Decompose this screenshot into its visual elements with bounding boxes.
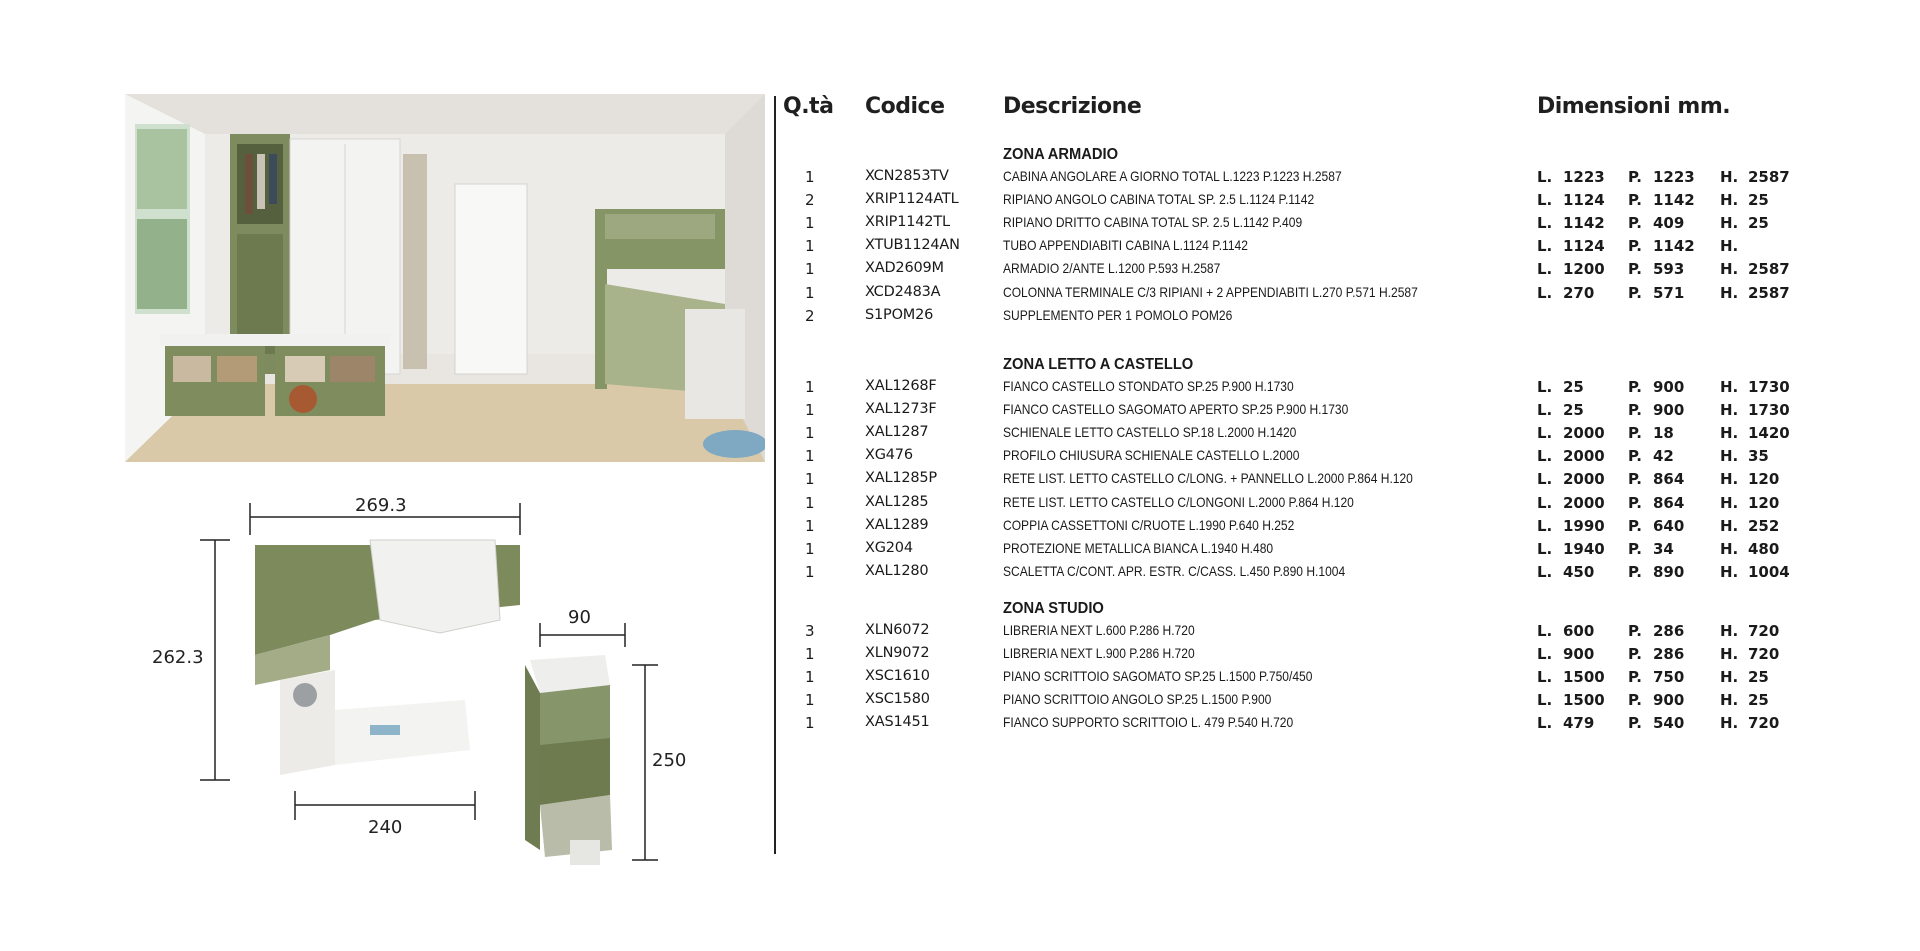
height-prefix: H. [1720, 691, 1739, 710]
code-cell: XG476 [865, 447, 913, 464]
header-code: Codice [865, 94, 945, 119]
depth-value: 34 [1653, 539, 1674, 558]
code-cell: XAL1285 [865, 493, 929, 510]
depth-prefix: P. [1628, 168, 1642, 186]
depth-value: 1223 [1653, 168, 1695, 186]
description-cell: FIANCO SUPPORTO SCRITTOIO L. 479 P.540 H.720 [1003, 714, 1294, 731]
description-cell: RIPIANO DRITTO CABINA TOTAL SP. 2.5 L.1142 P.409 [1003, 214, 1303, 231]
length-value: 2000 [1563, 447, 1605, 466]
length-value: 2000 [1563, 424, 1605, 443]
table-row [783, 447, 1903, 470]
table-row [783, 401, 1903, 424]
qty-cell: 2 [805, 191, 815, 210]
height-value: 1730 [1748, 401, 1790, 420]
zone-title: ZONA STUDIO [1003, 600, 1104, 617]
table-row [783, 191, 1903, 214]
description-cell: PROTEZIONE METALLICA BIANCA L.1940 H.480 [1003, 539, 1274, 556]
height-value: 120 [1748, 470, 1780, 489]
qty-cell: 1 [805, 214, 815, 233]
depth-prefix: P. [1628, 401, 1642, 420]
depth-value: 750 [1653, 668, 1685, 687]
length-prefix: L. [1537, 237, 1553, 256]
qty-cell: 1 [805, 714, 815, 733]
qty-cell: 1 [805, 283, 815, 302]
code-cell: XAS1451 [865, 714, 930, 731]
height-prefix: H. [1720, 668, 1739, 687]
height-prefix: H. [1720, 378, 1739, 396]
qty-cell: 1 [805, 378, 815, 396]
length-prefix: L. [1537, 191, 1553, 210]
length-prefix: L. [1537, 539, 1553, 558]
qty-cell: 1 [805, 470, 815, 489]
depth-prefix: P. [1628, 378, 1642, 396]
height-prefix: H. [1720, 283, 1739, 302]
dimension-left-depth: 262.3 [152, 647, 204, 668]
dimension-bed-width: 90 [568, 607, 591, 628]
qty-cell: 1 [805, 645, 815, 664]
code-cell: XAL1268F [865, 378, 937, 394]
code-cell: XAL1289 [865, 516, 929, 533]
depth-value: 571 [1653, 283, 1685, 302]
description-cell: RETE LIST. LETTO CASTELLO C/LONG. + PANNELLO L.2000 P.864 H.120 [1003, 470, 1413, 487]
qty-cell: 1 [805, 424, 815, 443]
description-cell: SCALETTA C/CONT. APR. ESTR. C/CASS. L.450 P.890 H.1004 [1003, 562, 1346, 579]
length-prefix: L. [1537, 516, 1553, 535]
height-prefix: H. [1720, 401, 1739, 420]
depth-prefix: P. [1628, 622, 1642, 640]
floor-plan-drawing [130, 495, 720, 875]
qty-cell: 1 [805, 668, 815, 687]
length-prefix: L. [1537, 447, 1553, 466]
height-value: 25 [1748, 668, 1769, 687]
description-cell: CABINA ANGOLARE A GIORNO TOTAL L.1223 P.1223 H.2587 [1003, 168, 1342, 184]
length-value: 25 [1563, 401, 1584, 420]
height-value: 720 [1748, 622, 1780, 640]
height-value: 25 [1748, 214, 1769, 233]
code-cell: XAL1285P [865, 470, 937, 487]
description-cell: TUBO APPENDIABITI CABINA L.1124 P.1142 [1003, 237, 1248, 254]
length-prefix: L. [1537, 562, 1553, 581]
height-prefix: H. [1720, 562, 1739, 581]
room-photo [125, 94, 765, 462]
code-cell: XLN6072 [865, 622, 930, 638]
depth-prefix: P. [1628, 470, 1642, 489]
length-value: 1142 [1563, 214, 1605, 233]
height-value: 120 [1748, 493, 1780, 512]
length-prefix: L. [1537, 470, 1553, 489]
height-value: 2587 [1748, 283, 1790, 302]
depth-prefix: P. [1628, 283, 1642, 302]
description-cell: SCHIENALE LETTO CASTELLO SP.18 L.2000 H.1420 [1003, 424, 1297, 441]
depth-prefix: P. [1628, 493, 1642, 512]
code-cell: XCN2853TV [865, 168, 949, 184]
code-cell: XRIP1124ATL [865, 191, 959, 208]
height-value: 252 [1748, 516, 1780, 535]
qty-cell: 1 [805, 516, 815, 535]
depth-prefix: P. [1628, 424, 1642, 443]
depth-value: 593 [1653, 260, 1685, 279]
height-value: 1730 [1748, 378, 1790, 396]
table-row [783, 237, 1903, 260]
description-cell: PIANO SCRITTOIO SAGOMATO SP.25 L.1500 P.750/450 [1003, 668, 1313, 685]
height-prefix: H. [1720, 516, 1739, 535]
length-prefix: L. [1537, 260, 1553, 279]
height-value: 1420 [1748, 424, 1790, 443]
length-prefix: L. [1537, 168, 1553, 186]
height-value: 2587 [1748, 168, 1790, 186]
height-value: 2587 [1748, 260, 1790, 279]
height-prefix: H. [1720, 237, 1739, 256]
height-prefix: H. [1720, 191, 1739, 210]
code-cell: XAL1280 [865, 562, 929, 579]
vertical-divider [774, 96, 776, 854]
depth-value: 1142 [1653, 191, 1695, 210]
header-qty: Q.tà [783, 94, 834, 119]
length-value: 1124 [1563, 191, 1605, 210]
height-prefix: H. [1720, 622, 1739, 640]
code-cell: XSC1580 [865, 691, 930, 708]
dimension-bottom-width: 240 [368, 817, 403, 838]
code-cell: XTUB1124AN [865, 237, 960, 254]
length-prefix: L. [1537, 378, 1553, 396]
code-cell: XLN9072 [865, 645, 930, 662]
table-row [783, 668, 1903, 691]
depth-prefix: P. [1628, 447, 1642, 466]
table-row [783, 214, 1903, 237]
depth-prefix: P. [1628, 214, 1642, 233]
height-prefix: H. [1720, 645, 1739, 664]
depth-value: 286 [1653, 622, 1685, 640]
height-prefix: H. [1720, 168, 1739, 186]
height-prefix: H. [1720, 447, 1739, 466]
length-prefix: L. [1537, 668, 1553, 687]
description-cell: RETE LIST. LETTO CASTELLO C/LONGONI L.2000 P.864 H.120 [1003, 493, 1354, 510]
height-prefix: H. [1720, 424, 1739, 443]
depth-value: 42 [1653, 447, 1674, 466]
table-row [783, 645, 1903, 668]
depth-value: 540 [1653, 714, 1685, 733]
table-row [783, 260, 1903, 283]
length-value: 1200 [1563, 260, 1605, 279]
depth-prefix: P. [1628, 260, 1642, 279]
length-value: 270 [1563, 283, 1595, 302]
length-prefix: L. [1537, 214, 1553, 233]
length-value: 1124 [1563, 237, 1605, 256]
depth-value: 900 [1653, 401, 1685, 420]
length-value: 1940 [1563, 539, 1605, 558]
height-value: 720 [1748, 714, 1780, 733]
depth-value: 890 [1653, 562, 1685, 581]
table-row [783, 622, 1903, 645]
length-value: 1223 [1563, 168, 1605, 186]
depth-value: 864 [1653, 470, 1685, 489]
height-value: 1004 [1748, 562, 1790, 581]
code-cell: XAD2609M [865, 260, 944, 277]
length-value: 1500 [1563, 691, 1605, 710]
length-prefix: L. [1537, 622, 1553, 640]
table-row [783, 168, 1903, 191]
height-value: 720 [1748, 645, 1780, 664]
length-prefix: L. [1537, 691, 1553, 710]
description-cell: PROFILO CHIUSURA SCHIENALE CASTELLO L.2000 [1003, 447, 1300, 464]
table-row [783, 540, 1903, 563]
depth-prefix: P. [1628, 237, 1642, 256]
height-prefix: H. [1720, 539, 1739, 558]
length-value: 2000 [1563, 470, 1605, 489]
table-row [783, 691, 1903, 714]
description-cell: FIANCO CASTELLO STONDATO SP.25 P.900 H.1730 [1003, 378, 1294, 394]
height-prefix: H. [1720, 493, 1739, 512]
length-prefix: L. [1537, 645, 1553, 664]
dimension-bed-height: 250 [652, 750, 687, 771]
height-prefix: H. [1720, 470, 1739, 489]
length-value: 1990 [1563, 516, 1605, 535]
height-prefix: H. [1720, 714, 1739, 733]
description-cell: ARMADIO 2/ANTE L.1200 P.593 H.2587 [1003, 260, 1221, 277]
depth-value: 640 [1653, 516, 1685, 535]
height-prefix: H. [1720, 260, 1739, 279]
header-dimensions: Dimensioni mm. [1537, 94, 1731, 119]
table-row [783, 563, 1903, 586]
depth-value: 900 [1653, 378, 1685, 396]
code-cell: S1POM26 [865, 306, 934, 323]
height-value: 25 [1748, 191, 1769, 210]
length-value: 900 [1563, 645, 1595, 664]
code-cell: XAL1287 [865, 424, 929, 441]
qty-cell: 1 [805, 493, 815, 512]
length-value: 450 [1563, 562, 1595, 581]
depth-value: 18 [1653, 424, 1674, 443]
table-row [783, 470, 1903, 493]
description-cell: PIANO SCRITTOIO ANGOLO SP.25 L.1500 P.900 [1003, 691, 1272, 708]
depth-value: 1142 [1653, 237, 1695, 256]
length-value: 479 [1563, 714, 1595, 733]
depth-prefix: P. [1628, 539, 1642, 558]
length-prefix: L. [1537, 493, 1553, 512]
qty-cell: 1 [805, 691, 815, 710]
description-cell: LIBRERIA NEXT L.600 P.286 H.720 [1003, 622, 1195, 638]
qty-cell: 1 [805, 168, 815, 186]
depth-prefix: P. [1628, 562, 1642, 581]
depth-prefix: P. [1628, 516, 1642, 535]
table-row [783, 424, 1903, 447]
code-cell: XRIP1142TL [865, 214, 950, 231]
description-cell: LIBRERIA NEXT L.900 P.286 H.720 [1003, 645, 1195, 662]
depth-value: 900 [1653, 691, 1685, 710]
description-cell: RIPIANO ANGOLO CABINA TOTAL SP. 2.5 L.1124 P.1142 [1003, 191, 1315, 208]
length-value: 25 [1563, 378, 1584, 396]
table-row [783, 307, 1903, 330]
qty-cell: 1 [805, 562, 815, 581]
height-value: 480 [1748, 539, 1780, 558]
table-row [783, 714, 1903, 737]
zone-title: ZONA ARMADIO [1003, 146, 1119, 163]
depth-prefix: P. [1628, 714, 1642, 733]
qty-cell: 3 [805, 622, 815, 640]
code-cell: XCD2483A [865, 283, 941, 300]
depth-value: 864 [1653, 493, 1685, 512]
length-prefix: L. [1537, 283, 1553, 302]
length-prefix: L. [1537, 401, 1553, 420]
qty-cell: 2 [805, 306, 815, 325]
table-row [783, 494, 1903, 517]
length-value: 2000 [1563, 493, 1605, 512]
height-value: 35 [1748, 447, 1769, 466]
qty-cell: 1 [805, 401, 815, 420]
depth-prefix: P. [1628, 191, 1642, 210]
qty-cell: 1 [805, 237, 815, 256]
height-value: 25 [1748, 691, 1769, 710]
code-cell: XSC1610 [865, 668, 930, 685]
qty-cell: 1 [805, 539, 815, 558]
description-cell: SUPPLEMENTO PER 1 POMOLO POM26 [1003, 306, 1233, 323]
height-prefix: H. [1720, 214, 1739, 233]
table-row [783, 517, 1903, 540]
description-cell: FIANCO CASTELLO SAGOMATO APERTO SP.25 P.900 H.1730 [1003, 401, 1349, 418]
zone-title: ZONA LETTO A CASTELLO [1003, 356, 1194, 373]
length-value: 1500 [1563, 668, 1605, 687]
depth-value: 409 [1653, 214, 1685, 233]
depth-prefix: P. [1628, 691, 1642, 710]
description-cell: COLONNA TERMINALE C/3 RIPIANI + 2 APPENDIABITI L.270 P.571 H.2587 [1003, 283, 1418, 300]
code-cell: XAL1273F [865, 401, 937, 418]
length-prefix: L. [1537, 714, 1553, 733]
table-row [783, 284, 1903, 307]
depth-value: 286 [1653, 645, 1685, 664]
qty-cell: 1 [805, 260, 815, 279]
code-cell: XG204 [865, 539, 913, 556]
table-row [783, 378, 1903, 401]
depth-prefix: P. [1628, 668, 1642, 687]
header-description: Descrizione [1003, 94, 1142, 119]
dimension-top-width: 269.3 [355, 495, 407, 516]
length-value: 600 [1563, 622, 1595, 640]
depth-prefix: P. [1628, 645, 1642, 664]
length-prefix: L. [1537, 424, 1553, 443]
description-cell: COPPIA CASSETTONI C/RUOTE L.1990 P.640 H.252 [1003, 516, 1295, 533]
qty-cell: 1 [805, 447, 815, 466]
